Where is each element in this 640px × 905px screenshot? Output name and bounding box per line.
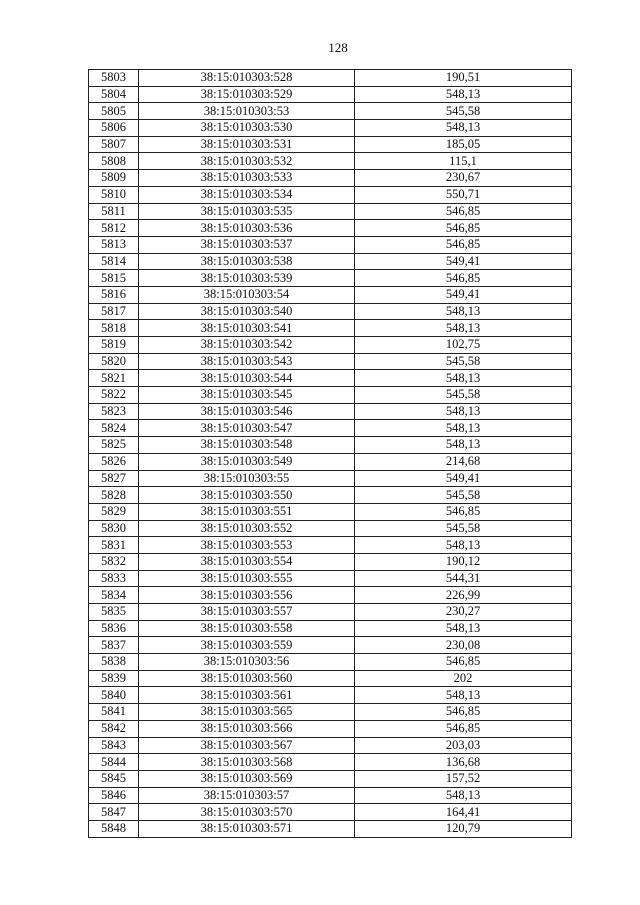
row-number-cell: 5820 (89, 353, 139, 370)
row-number-cell: 5811 (89, 203, 139, 220)
cadastral-number-cell: 38:15:010303:55 (139, 470, 355, 487)
table-row (89, 570, 572, 587)
cadastral-number-cell: 38:15:010303:569 (139, 770, 355, 787)
table-row (89, 770, 572, 787)
table-row (89, 553, 572, 570)
row-number-cell: 5810 (89, 186, 139, 203)
row-number-cell: 5829 (89, 503, 139, 520)
cadastral-number-cell: 38:15:010303:549 (139, 453, 355, 470)
table-row (89, 453, 572, 470)
area-value-cell: 164,41 (355, 804, 572, 821)
row-number-cell: 5848 (89, 820, 139, 837)
cadastral-number-cell: 38:15:010303:568 (139, 754, 355, 771)
table-row (89, 503, 572, 520)
cadastral-number-cell: 38:15:010303:57 (139, 787, 355, 804)
area-value-cell: 546,85 (355, 270, 572, 287)
cadastral-number-cell: 38:15:010303:528 (139, 70, 355, 87)
row-number-cell: 5821 (89, 370, 139, 387)
row-number-cell: 5803 (89, 70, 139, 87)
table-row (89, 303, 572, 320)
area-value-cell: 549,41 (355, 253, 572, 270)
row-number-cell: 5839 (89, 670, 139, 687)
row-number-cell: 5835 (89, 604, 139, 621)
table-body (89, 70, 572, 838)
area-value-cell: 549,41 (355, 286, 572, 303)
area-value-cell: 545,58 (355, 353, 572, 370)
cadastral-number-cell: 38:15:010303:565 (139, 704, 355, 721)
table-row (89, 604, 572, 621)
cadastral-number-cell: 38:15:010303:571 (139, 820, 355, 837)
table-row (89, 654, 572, 671)
area-value-cell: 548,13 (355, 303, 572, 320)
area-value-cell: 548,13 (355, 420, 572, 437)
area-value-cell: 115,1 (355, 153, 572, 170)
cadastral-number-cell: 38:15:010303:550 (139, 487, 355, 504)
table-row (89, 170, 572, 187)
area-value-cell: 546,85 (355, 203, 572, 220)
table-row (89, 687, 572, 704)
area-value-cell: 549,41 (355, 470, 572, 487)
table-row (89, 537, 572, 554)
cadastral-number-cell: 38:15:010303:535 (139, 203, 355, 220)
cadastral-number-cell: 38:15:010303:534 (139, 186, 355, 203)
table-row (89, 587, 572, 604)
area-value-cell: 545,58 (355, 520, 572, 537)
cadastral-number-cell: 38:15:010303:531 (139, 136, 355, 153)
area-value-cell: 230,08 (355, 637, 572, 654)
area-value-cell: 545,58 (355, 487, 572, 504)
table-row (89, 353, 572, 370)
row-number-cell: 5827 (89, 470, 139, 487)
area-value-cell: 102,75 (355, 337, 572, 354)
row-number-cell: 5806 (89, 120, 139, 137)
table-row (89, 320, 572, 337)
table-row (89, 186, 572, 203)
area-value-cell: 214,68 (355, 453, 572, 470)
cadastral-number-cell: 38:15:010303:561 (139, 687, 355, 704)
table-row (89, 820, 572, 837)
area-value-cell: 548,13 (355, 687, 572, 704)
cadastral-number-cell: 38:15:010303:536 (139, 220, 355, 237)
row-number-cell: 5828 (89, 487, 139, 504)
area-value-cell: 157,52 (355, 770, 572, 787)
row-number-cell: 5846 (89, 787, 139, 804)
table-row (89, 470, 572, 487)
area-value-cell: 546,85 (355, 236, 572, 253)
page-number: 128 (328, 40, 348, 55)
table-row (89, 136, 572, 153)
table-row (89, 637, 572, 654)
row-number-cell: 5813 (89, 236, 139, 253)
row-number-cell: 5807 (89, 136, 139, 153)
cadastral-number-cell: 38:15:010303:56 (139, 654, 355, 671)
row-number-cell: 5824 (89, 420, 139, 437)
cadastral-number-cell: 38:15:010303:537 (139, 236, 355, 253)
row-number-cell: 5812 (89, 220, 139, 237)
area-value-cell: 226,99 (355, 587, 572, 604)
cadastral-number-cell: 38:15:010303:559 (139, 637, 355, 654)
cadastral-number-cell: 38:15:010303:558 (139, 620, 355, 637)
row-number-cell: 5809 (89, 170, 139, 187)
area-value-cell: 185,05 (355, 136, 572, 153)
area-value-cell: 546,85 (355, 220, 572, 237)
row-number-cell: 5804 (89, 86, 139, 103)
area-value-cell: 544,31 (355, 570, 572, 587)
cadastral-number-cell: 38:15:010303:557 (139, 604, 355, 621)
row-number-cell: 5826 (89, 453, 139, 470)
row-number-cell: 5805 (89, 103, 139, 120)
table-row (89, 120, 572, 137)
area-value-cell: 548,13 (355, 437, 572, 454)
table-row (89, 437, 572, 454)
table-row (89, 70, 572, 87)
area-value-cell: 548,13 (355, 320, 572, 337)
area-value-cell: 545,58 (355, 387, 572, 404)
area-value-cell: 548,13 (355, 537, 572, 554)
table-row (89, 704, 572, 721)
area-value-cell: 548,13 (355, 370, 572, 387)
cadastral-number-cell: 38:15:010303:554 (139, 553, 355, 570)
cadastral-number-cell: 38:15:010303:543 (139, 353, 355, 370)
table-row (89, 387, 572, 404)
row-number-cell: 5834 (89, 587, 139, 604)
row-number-cell: 5832 (89, 553, 139, 570)
cadastral-number-cell: 38:15:010303:532 (139, 153, 355, 170)
cadastral-number-cell: 38:15:010303:546 (139, 403, 355, 420)
table-row (89, 804, 572, 821)
row-number-cell: 5817 (89, 303, 139, 320)
area-value-cell: 548,13 (355, 120, 572, 137)
cadastral-number-cell: 38:15:010303:570 (139, 804, 355, 821)
area-value-cell: 202 (355, 670, 572, 687)
area-value-cell: 546,85 (355, 720, 572, 737)
cadastral-number-cell: 38:15:010303:551 (139, 503, 355, 520)
row-number-cell: 5844 (89, 754, 139, 771)
row-number-cell: 5836 (89, 620, 139, 637)
cadastral-number-cell: 38:15:010303:541 (139, 320, 355, 337)
table-row (89, 403, 572, 420)
table-row (89, 520, 572, 537)
row-number-cell: 5822 (89, 387, 139, 404)
area-value-cell: 203,03 (355, 737, 572, 754)
row-number-cell: 5831 (89, 537, 139, 554)
row-number-cell: 5825 (89, 437, 139, 454)
table-row (89, 787, 572, 804)
area-value-cell: 546,85 (355, 654, 572, 671)
cadastral-number-cell: 38:15:010303:540 (139, 303, 355, 320)
area-value-cell: 120,79 (355, 820, 572, 837)
row-number-cell: 5842 (89, 720, 139, 737)
table-row (89, 754, 572, 771)
row-number-cell: 5819 (89, 337, 139, 354)
table-row (89, 286, 572, 303)
row-number-cell: 5814 (89, 253, 139, 270)
area-value-cell: 230,27 (355, 604, 572, 621)
row-number-cell: 5841 (89, 704, 139, 721)
row-number-cell: 5845 (89, 770, 139, 787)
row-number-cell: 5833 (89, 570, 139, 587)
row-number-cell: 5816 (89, 286, 139, 303)
cadastral-number-cell: 38:15:010303:566 (139, 720, 355, 737)
cadastral-number-cell: 38:15:010303:53 (139, 103, 355, 120)
table-row (89, 670, 572, 687)
table-row (89, 337, 572, 354)
area-value-cell: 548,13 (355, 86, 572, 103)
row-number-cell: 5843 (89, 737, 139, 754)
area-value-cell: 545,58 (355, 103, 572, 120)
area-value-cell: 190,12 (355, 553, 572, 570)
row-number-cell: 5823 (89, 403, 139, 420)
area-value-cell: 546,85 (355, 503, 572, 520)
area-value-cell: 230,67 (355, 170, 572, 187)
area-value-cell: 548,13 (355, 403, 572, 420)
table-row (89, 236, 572, 253)
area-value-cell: 548,13 (355, 787, 572, 804)
row-number-cell: 5830 (89, 520, 139, 537)
cadastral-number-cell: 38:15:010303:542 (139, 337, 355, 354)
row-number-cell: 5818 (89, 320, 139, 337)
table-row (89, 487, 572, 504)
row-number-cell: 5840 (89, 687, 139, 704)
table-row (89, 370, 572, 387)
table-row (89, 420, 572, 437)
row-number-cell: 5847 (89, 804, 139, 821)
row-number-cell: 5837 (89, 637, 139, 654)
row-number-cell: 5815 (89, 270, 139, 287)
table-row (89, 220, 572, 237)
area-value-cell: 548,13 (355, 620, 572, 637)
cadastral-number-cell: 38:15:010303:530 (139, 120, 355, 137)
cadastral-number-cell: 38:15:010303:533 (139, 170, 355, 187)
cadastral-number-cell: 38:15:010303:553 (139, 537, 355, 554)
area-value-cell: 190,51 (355, 70, 572, 87)
cadastral-number-cell: 38:15:010303:555 (139, 570, 355, 587)
table-row (89, 253, 572, 270)
table-row (89, 203, 572, 220)
cadastral-number-cell: 38:15:010303:539 (139, 270, 355, 287)
cadastral-number-cell: 38:15:010303:556 (139, 587, 355, 604)
cadastral-number-cell: 38:15:010303:547 (139, 420, 355, 437)
cadastral-number-cell: 38:15:010303:545 (139, 387, 355, 404)
table-row (89, 620, 572, 637)
table-row (89, 86, 572, 103)
table-row (89, 720, 572, 737)
table-row (89, 270, 572, 287)
cadastral-table (88, 69, 572, 838)
area-value-cell: 136,68 (355, 754, 572, 771)
cadastral-number-cell: 38:15:010303:538 (139, 253, 355, 270)
row-number-cell: 5838 (89, 654, 139, 671)
area-value-cell: 546,85 (355, 704, 572, 721)
cadastral-number-cell: 38:15:010303:552 (139, 520, 355, 537)
table-row (89, 153, 572, 170)
cadastral-number-cell: 38:15:010303:54 (139, 286, 355, 303)
area-value-cell: 550,71 (355, 186, 572, 203)
cadastral-number-cell: 38:15:010303:548 (139, 437, 355, 454)
cadastral-number-cell: 38:15:010303:567 (139, 737, 355, 754)
cadastral-number-cell: 38:15:010303:529 (139, 86, 355, 103)
table-row (89, 737, 572, 754)
cadastral-number-cell: 38:15:010303:544 (139, 370, 355, 387)
table-row (89, 103, 572, 120)
cadastral-number-cell: 38:15:010303:560 (139, 670, 355, 687)
row-number-cell: 5808 (89, 153, 139, 170)
